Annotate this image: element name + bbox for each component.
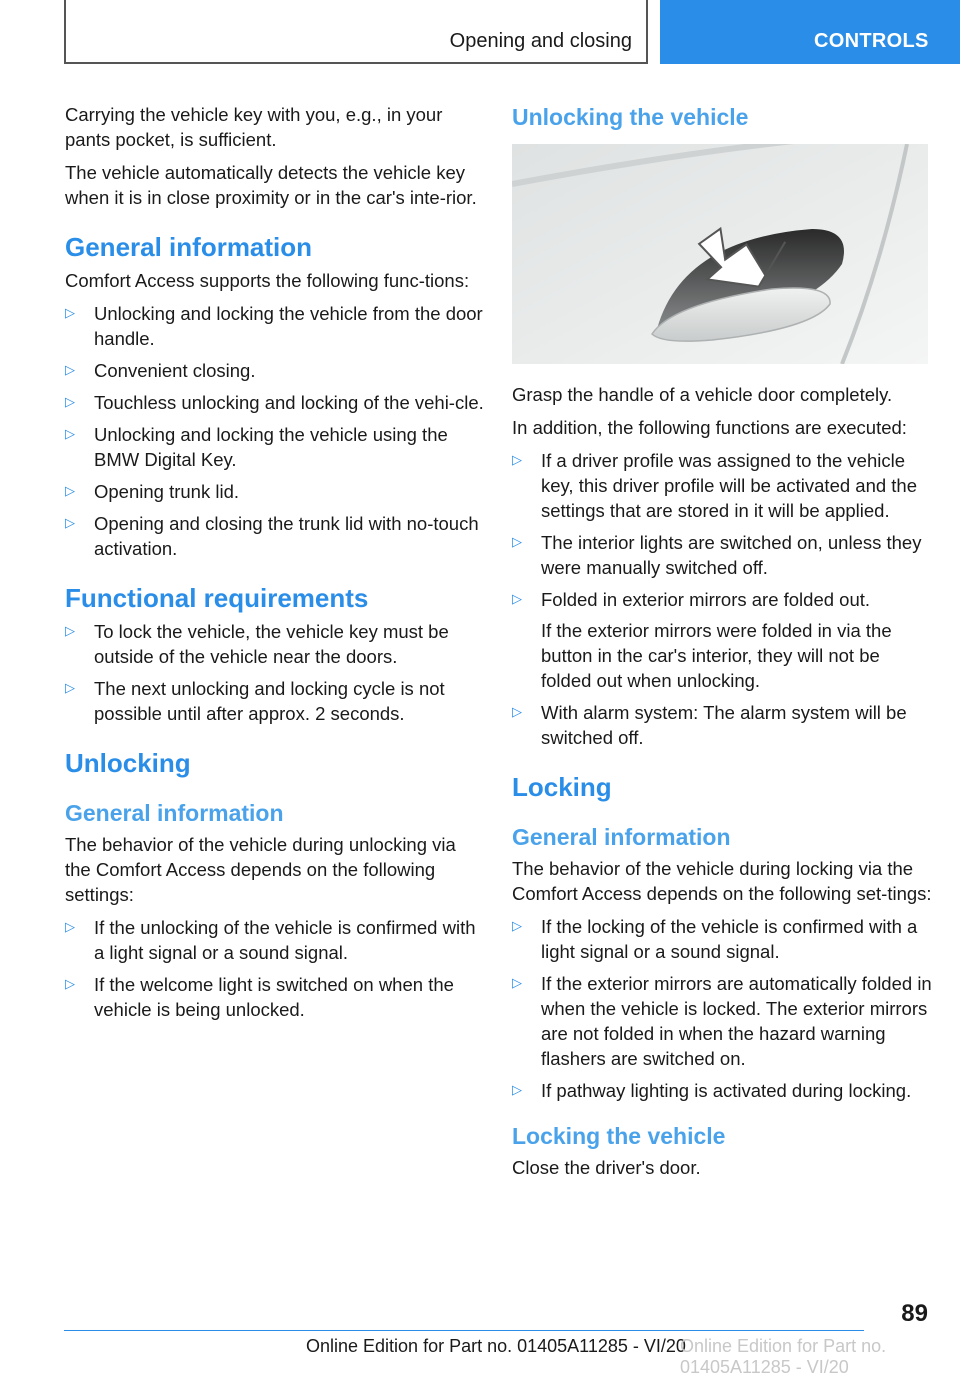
footer-edition: Online Edition for Part no. 01405A11285 - VI/20 bbox=[306, 1336, 686, 1356]
unlocking-settings-list bbox=[65, 915, 485, 1022]
triangle-right-icon: ▷ bbox=[65, 426, 75, 441]
locking-the-vehicle-heading: Locking the vehicle bbox=[512, 1123, 726, 1149]
list-item: ▷ With alarm system: The alarm system will be switched off. bbox=[512, 702, 907, 748]
general-information-heading: General information bbox=[65, 232, 313, 262]
triangle-right-icon: ▷ bbox=[65, 362, 75, 377]
triangle-right-icon: ▷ bbox=[65, 623, 75, 638]
header-section-title: Opening and closing bbox=[449, 30, 632, 52]
triangle-right-icon: ▷ bbox=[512, 591, 522, 606]
mirror-note: If the exterior mirrors were folded in via the button in the car's interior, they will not be folded out when unlocking. bbox=[541, 620, 892, 691]
list-item: ▷ Opening and closing the trunk lid with no-touch activation. bbox=[65, 513, 479, 559]
triangle-right-icon: ▷ bbox=[512, 975, 522, 990]
list-item: ▷ If the locking of the vehicle is confirmed with a light signal or a sound signal. bbox=[512, 916, 918, 962]
list-item: ▷ To lock the vehicle, the vehicle key must be outside of the vehicle near the doors. bbox=[65, 621, 449, 667]
executed-functions-text: In addition, the following functions are executed: bbox=[512, 417, 907, 438]
unlocking-general-information-heading: General information bbox=[65, 800, 284, 826]
intro-paragraph: Carrying the vehicle key with you, e.g., in your pants pocket, is sufficient. bbox=[65, 104, 443, 150]
intro-paragraph: The vehicle automatically detects the vehicle key when it is in close proximity or in the car's inte-rior. bbox=[65, 162, 477, 208]
figure-caption: Grasp the handle of a vehicle door completely. bbox=[512, 384, 893, 405]
functional-requirements-heading: Functional requirements bbox=[65, 583, 369, 613]
executed-functions-list bbox=[512, 448, 932, 750]
triangle-right-icon: ▷ bbox=[512, 918, 522, 933]
list-item: ▷ If the unlocking of the vehicle is confirmed with a light signal or a sound signal. bbox=[65, 917, 476, 963]
unlocking-settings-text: The behavior of the vehicle during unlocking via the Comfort Access depends on the following settings: bbox=[65, 834, 456, 905]
triangle-right-icon: ▷ bbox=[65, 919, 75, 934]
header-section-box bbox=[64, 0, 648, 64]
list-item: ▷ If a driver profile was assigned to the vehicle key, this driver profile will be activated and the settings that are stored in it will be applied. bbox=[512, 450, 918, 521]
right-column bbox=[512, 102, 932, 1188]
list-item: ▷ If pathway lighting is activated during locking. bbox=[512, 1080, 912, 1101]
locking-heading: Locking bbox=[512, 772, 612, 802]
list-item: ▷ Folded in exterior mirrors are folded out. If the exterior mirrors were folded in via the button in the car's interior, they will not be folded out when unlocking. bbox=[512, 587, 932, 693]
functions-list bbox=[65, 301, 485, 561]
door-handle-image bbox=[512, 144, 928, 364]
unlocking-heading: Unlocking bbox=[65, 748, 191, 778]
list-item: ▷ Unlocking and locking the vehicle using the BMW Digital Key. bbox=[65, 424, 448, 470]
list-item: ▷ Convenient closing. bbox=[65, 360, 256, 381]
chapter-tab[interactable] bbox=[660, 0, 960, 64]
triangle-right-icon: ▷ bbox=[512, 534, 522, 549]
triangle-right-icon: ▷ bbox=[65, 483, 75, 498]
list-item: ▷ If the exterior mirrors are automatically folded in when the vehicle is locked. The exterior mirrors are not folded in when the hazard warning flashers are switched on. bbox=[512, 973, 932, 1069]
page-number: 89 bbox=[901, 1300, 928, 1327]
list-item: ▷ If the welcome light is switched on when the vehicle is being unlocked. bbox=[65, 974, 454, 1020]
triangle-right-icon: ▷ bbox=[65, 515, 75, 530]
list-item: ▷ Touchless unlocking and locking of the vehi-cle. bbox=[65, 392, 484, 413]
triangle-right-icon: ▷ bbox=[65, 305, 75, 320]
triangle-right-icon: ▷ bbox=[65, 680, 75, 695]
triangle-right-icon: ▷ bbox=[512, 1082, 522, 1097]
requirements-list bbox=[65, 619, 485, 726]
unlocking-the-vehicle-heading: Unlocking the vehicle bbox=[512, 104, 749, 130]
triangle-right-icon: ▷ bbox=[512, 704, 522, 719]
list-item: ▷ The interior lights are switched on, unless they were manually switched off. bbox=[512, 532, 922, 578]
general-information-text: Comfort Access supports the following func-tions: bbox=[65, 270, 470, 291]
footer-watermark: Online Edition for Part no. 01405A11285 - VI/20 bbox=[680, 1336, 887, 1377]
triangle-right-icon: ▷ bbox=[65, 976, 75, 991]
footer-divider bbox=[64, 1330, 864, 1331]
left-column bbox=[65, 102, 485, 1030]
door-handle-illustration bbox=[512, 144, 928, 364]
list-item: ▷ Opening trunk lid. bbox=[65, 481, 240, 502]
list-item: ▷ The next unlocking and locking cycle is not possible until after approx. 2 seconds. bbox=[65, 678, 445, 724]
locking-settings-list bbox=[512, 914, 932, 1103]
triangle-right-icon: ▷ bbox=[65, 394, 75, 409]
locking-the-vehicle-text: Close the driver's door. bbox=[512, 1157, 701, 1178]
triangle-right-icon: ▷ bbox=[512, 452, 522, 467]
chapter-tab-label: CONTROLS bbox=[814, 30, 929, 52]
locking-settings-text: The behavior of the vehicle during locking via the Comfort Access depends on the following set-tings: bbox=[512, 858, 932, 904]
locking-general-information-heading: General information bbox=[512, 824, 731, 850]
list-item: ▷ Unlocking and locking the vehicle from the door handle. bbox=[65, 303, 483, 349]
